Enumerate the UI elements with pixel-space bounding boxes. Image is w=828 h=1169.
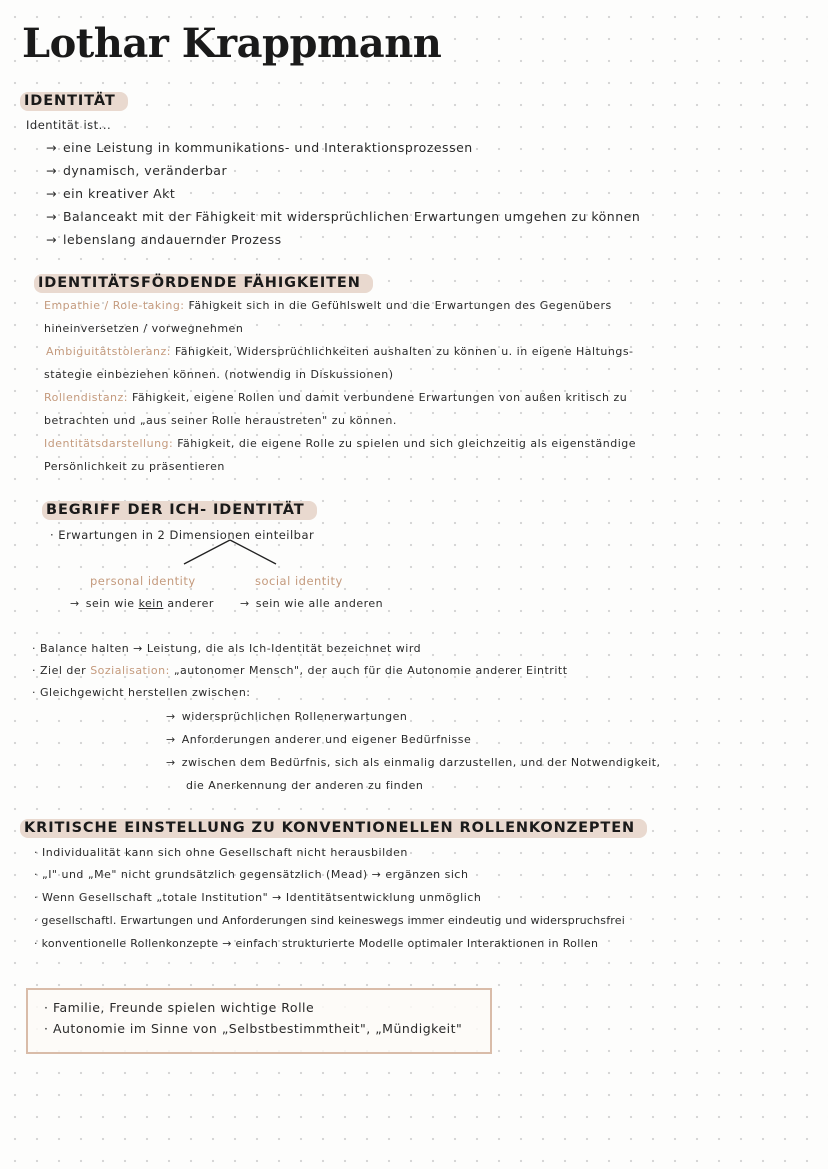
arrow-icon: → — [240, 597, 250, 610]
list-item: → lebenslang andauernder Prozess — [46, 232, 282, 247]
ambiguitaet-cont: stategie einbeziehen können. (notwendig in Diskussionen) — [44, 368, 394, 381]
list-item: · „I" und „Me" nicht grundsätzlich gegensätzlich (Mead) → ergänzen sich — [34, 868, 469, 881]
list-item: · Wenn Gesellschaft „totale Institution" → Identitätsentwicklung unmöglich — [34, 891, 482, 904]
arrow-icon: → — [46, 140, 57, 155]
arrow-icon: → — [46, 163, 57, 178]
box-line: · Autonomie im Sinne von „Selbstbestimmtheit", „Mündigkeit" — [44, 1021, 463, 1036]
summary-box — [26, 988, 492, 1054]
term-ambiguitaet: Ambiguitätstoleranz: — [46, 345, 171, 358]
dimensions-intro: · Erwartungen in 2 Dimensionen einteilbar — [50, 528, 315, 542]
identitaet-intro: Identität ist... — [26, 118, 112, 132]
section-heading-ich-identitaet: BEGRIFF DER ICH- IDENTITÄT — [42, 502, 317, 518]
darstellung-line: Identitätsdarstellung: Fähigkeit, die eigene Rolle zu spielen und sich gleichzeitig als eigenständige — [44, 437, 637, 450]
list-item: · Individualität kann sich ohne Gesellschaft nicht herausbilden — [34, 846, 408, 859]
list-item: → ein kreativer Akt — [46, 186, 176, 201]
bullet-ziel: · Ziel der Sozialisation: „autonomer Mensch", der auch für die Autonomie anderer Eintritt — [32, 664, 568, 677]
branch-right-line — [230, 540, 276, 564]
darstellung-cont: Persönlichkeit zu präsentieren — [44, 460, 225, 473]
arrow-icon: → — [166, 710, 176, 723]
sub-item-cont: die Anerkennung der anderen zu finden — [186, 779, 424, 792]
empathie-line: Empathie / Role-taking: Fähigkeit sich in die Gefühlswelt und die Erwartungen des Gegenübers — [44, 299, 612, 312]
page-title: Lothar Krappmann — [22, 20, 442, 67]
list-item: · konventionelle Rollenkonzepte → einfach strukturierte Modelle optimaler Interaktionen in Rollen — [34, 937, 599, 950]
section-heading-kritik: KRITISCHE EINSTELLUNG ZU KONVENTIONELLEN ROLLENKONZEPTEN — [20, 820, 647, 836]
term-darstellung: Identitätsdarstellung: — [44, 437, 174, 450]
list-item: → dynamisch, veränderbar — [46, 163, 228, 178]
empathie-cont: hineinversetzen / vorwegnehmen — [44, 322, 244, 335]
social-identity-label: social identity — [255, 574, 343, 588]
arrow-icon: → — [166, 756, 176, 769]
box-line: · Familie, Freunde spielen wichtige Rolle — [44, 1000, 315, 1015]
list-item: → eine Leistung in kommunikations- und Interaktionsprozessen — [46, 140, 473, 155]
sub-item: → widersprüchlichen Rollenerwartungen — [166, 710, 408, 723]
arrow-icon: → — [166, 733, 176, 746]
term-rollendistanz: Rollendistanz: — [44, 391, 129, 404]
ambiguitaet-line: Ambiguitätstoleranz: Fähigkeit, Widersprüchlichkeiten aushalten zu können u. in eigene Haltungs- — [46, 345, 634, 358]
term-sozialisation: Sozialisation: — [90, 664, 170, 677]
branch-diagram — [182, 538, 278, 568]
rollendistanz-cont: betrachten und „aus seiner Rolle heraustreten" zu können. — [44, 414, 397, 427]
social-identity-desc: → sein wie alle anderen — [240, 597, 384, 610]
bullet-gleichgewicht: · Gleichgewicht herstellen zwischen: — [32, 686, 251, 699]
personal-identity-label: personal identity — [90, 574, 196, 588]
sub-item: → Anforderungen anderer und eigener Bedürfnisse — [166, 733, 472, 746]
section-heading-faehigkeiten: IDENTITÄTSFÖRDENDE FÄHIGKEITEN — [34, 275, 373, 291]
arrow-icon: → — [46, 232, 57, 247]
sub-item: → zwischen dem Bedürfnis, sich als einmalig darzustellen, und der Notwendigkeit, — [166, 756, 661, 769]
arrow-icon: → — [70, 597, 80, 610]
branch-left-line — [184, 540, 230, 564]
personal-identity-desc: → sein wie kein anderer — [70, 597, 214, 610]
section-heading-identitaet: IDENTITÄT — [20, 93, 128, 109]
list-item: → Balanceakt mit der Fähigkeit mit widersprüchlichen Erwartungen umgehen zu können — [46, 209, 641, 224]
arrow-icon: → — [46, 186, 57, 201]
term-empathie: Empathie / Role-taking: — [44, 299, 185, 312]
rollendistanz-line: Rollendistanz: Fähigkeit, eigene Rollen und damit verbundene Erwartungen von außen kritisch zu — [44, 391, 628, 404]
list-item: · gesellschaftl. Erwartungen und Anforderungen sind keineswegs immer eindeutig und widerspruchsfrei — [34, 914, 625, 927]
arrow-icon: → — [46, 209, 57, 224]
bullet-balance: · Balance halten → Leistung, die als Ich-Identität bezeichnet wird — [32, 642, 422, 655]
